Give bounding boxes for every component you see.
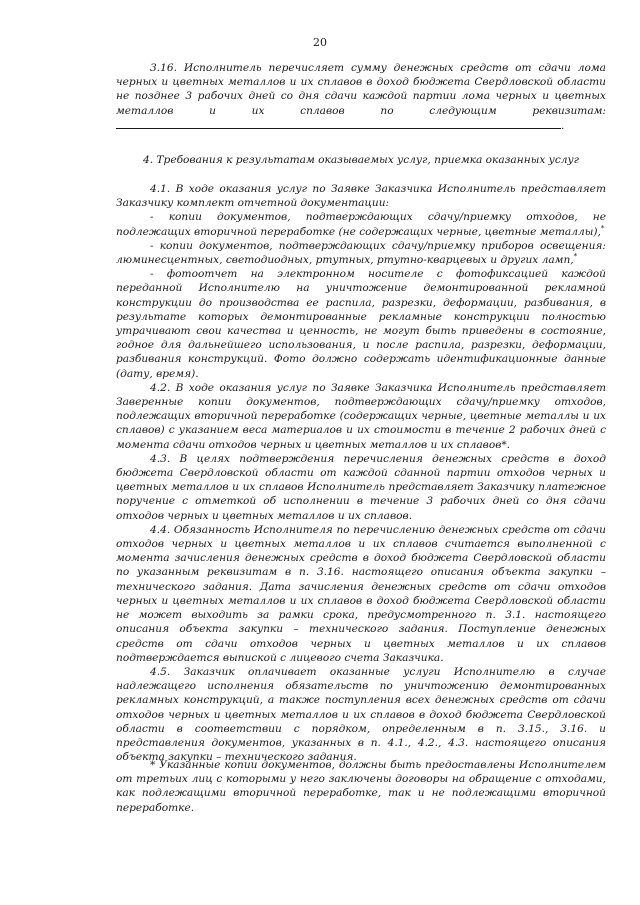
footnote-block	[116, 758, 606, 815]
list-item: - копии документов, подтверждающих сдачу/приемку отходов, не подлежащих вторичной переработке (не содержащих черные, цветные металлы),	[116, 211, 606, 238]
clause-4-5: 4.5. Заказчик оплачивает оказанные услуги Исполнителю в случае надлежащего исполнения обязательств по уничтожению демонтированных рекламных конструкций, а также поступления всех денежных средств от сдачи отходов черных и цветных металлов и их сплавов в доход бюджета Свердловской области в соответствии с порядком, определенным в п. 3.15., 3.16. и представления документов, указанных в п. 4.1., 4.2., 4.3. настоящего описания объекта закупки – технического задания.	[116, 665, 606, 764]
clause-3-16-block	[116, 61, 606, 133]
clause-3-16	[116, 61, 606, 133]
clause-4-1-item-3: - фотоотчет на электронном носителе с фотофиксацией каждой переданной Исполнителю на уничтожение демонтированной рекламной конструкции до производства ее распила, разрезки, деформации, разбивания, в результате которых демонтированные рекламные конструкции полностью утрачивают свои качества и ценность, не могут быть приведены в состояние, годное для дальнейшего использования, и после распила, разрезки, деформации, разбивания конструкций. Фото должно содержать идентификационные данные (дату, время).	[116, 268, 606, 380]
list-item: - копии документов, подтверждающих сдачу/приемку приборов освещения: люминесцентных, светодиодных, ртутных, ртутно-кварцевых и других ламп,	[116, 239, 606, 267]
requisites-blank-line	[116, 118, 561, 129]
section-4-body	[116, 182, 606, 764]
clause-4-1-item-2	[116, 239, 606, 267]
footnote-mark: *	[600, 224, 605, 233]
page-number: 20	[313, 36, 327, 49]
section-heading: 4. Требования к результатам оказываемых услуг, приемка оказанных услуг	[143, 154, 579, 166]
clause-3-16-end: .	[561, 119, 565, 132]
clause-4-3: 4.3. В целях подтверждения перечисления денежных средств в доход бюджета Свердловской области от каждой сданной партии отходов черных и цветных металлов и их сплавов Исполнитель представляет Заказчику платежное поручение с отметкой об исполнении в течение 3 рабочих дней со дня сдачи отходов черных и цветных металлов и их сплавов.	[116, 452, 606, 522]
footnote: * Указанные копии документов, должны быть предоставлены Исполнителем от третьих лиц с которыми у него заключены договоры на обращение с отходами, как подлежащими вторичной переработке, так и не подлежащими вторичной переработке.	[116, 759, 606, 814]
clause-4-2: 4.2. В ходе оказания услуг по Заявке Заказчика Исполнитель представляет Заверенные копии документов, подтверждающих сдачу/приемку отходов, подлежащих вторичной переработке (содержащих черные, цветные металлы и их сплавов) с указанием веса материалов и их стоимости в течение 2 рабочих дней с момента сдачи отходов черных и цветных металлов и их сплавов*.	[116, 381, 606, 451]
footnote-mark: *	[573, 252, 578, 261]
clause-3-16-text: 3.16. Исполнитель перечисляет сумму денежных средств от сдачи лома черных и цветных металлов и их сплавов в доход бюджета Свердловской области не позднее 3 рабочих дней со дня сдачи каждой партии лома черных и цветных металлов и их сплавов по следующим реквизитам:	[116, 62, 606, 117]
clause-4-1-item-1	[116, 210, 606, 238]
clause-4-1-intro: 4.1. В ходе оказания услуг по Заявке Заказчика Исполнитель представляет Заказчику комплект отчетной документации:	[116, 183, 606, 210]
clause-4-4: 4.4. Обязанность Исполнителя по перечислению денежных средств от сдачи отходов черных и цветных металлов и их сплавов считается выполненной с момента зачисления денежных средств в доход бюджета Свердловской области по указанным реквизитам в п. 3.16. настоящего описания объекта закупки – технического задания. Дата зачисления денежных средств от сдачи отходов черных и цветных металлов и их сплавов в доход бюджета Свердловской области не может выходить за рамки срока, предусмотренного п. 3.1. настоящего описания объекта закупки – технического задания. Поступление денежных средств от сдачи отходов черных и цветных металлов и их сплавов подтверждается выпиской с лицевого счета Заказчика.	[116, 523, 606, 664]
